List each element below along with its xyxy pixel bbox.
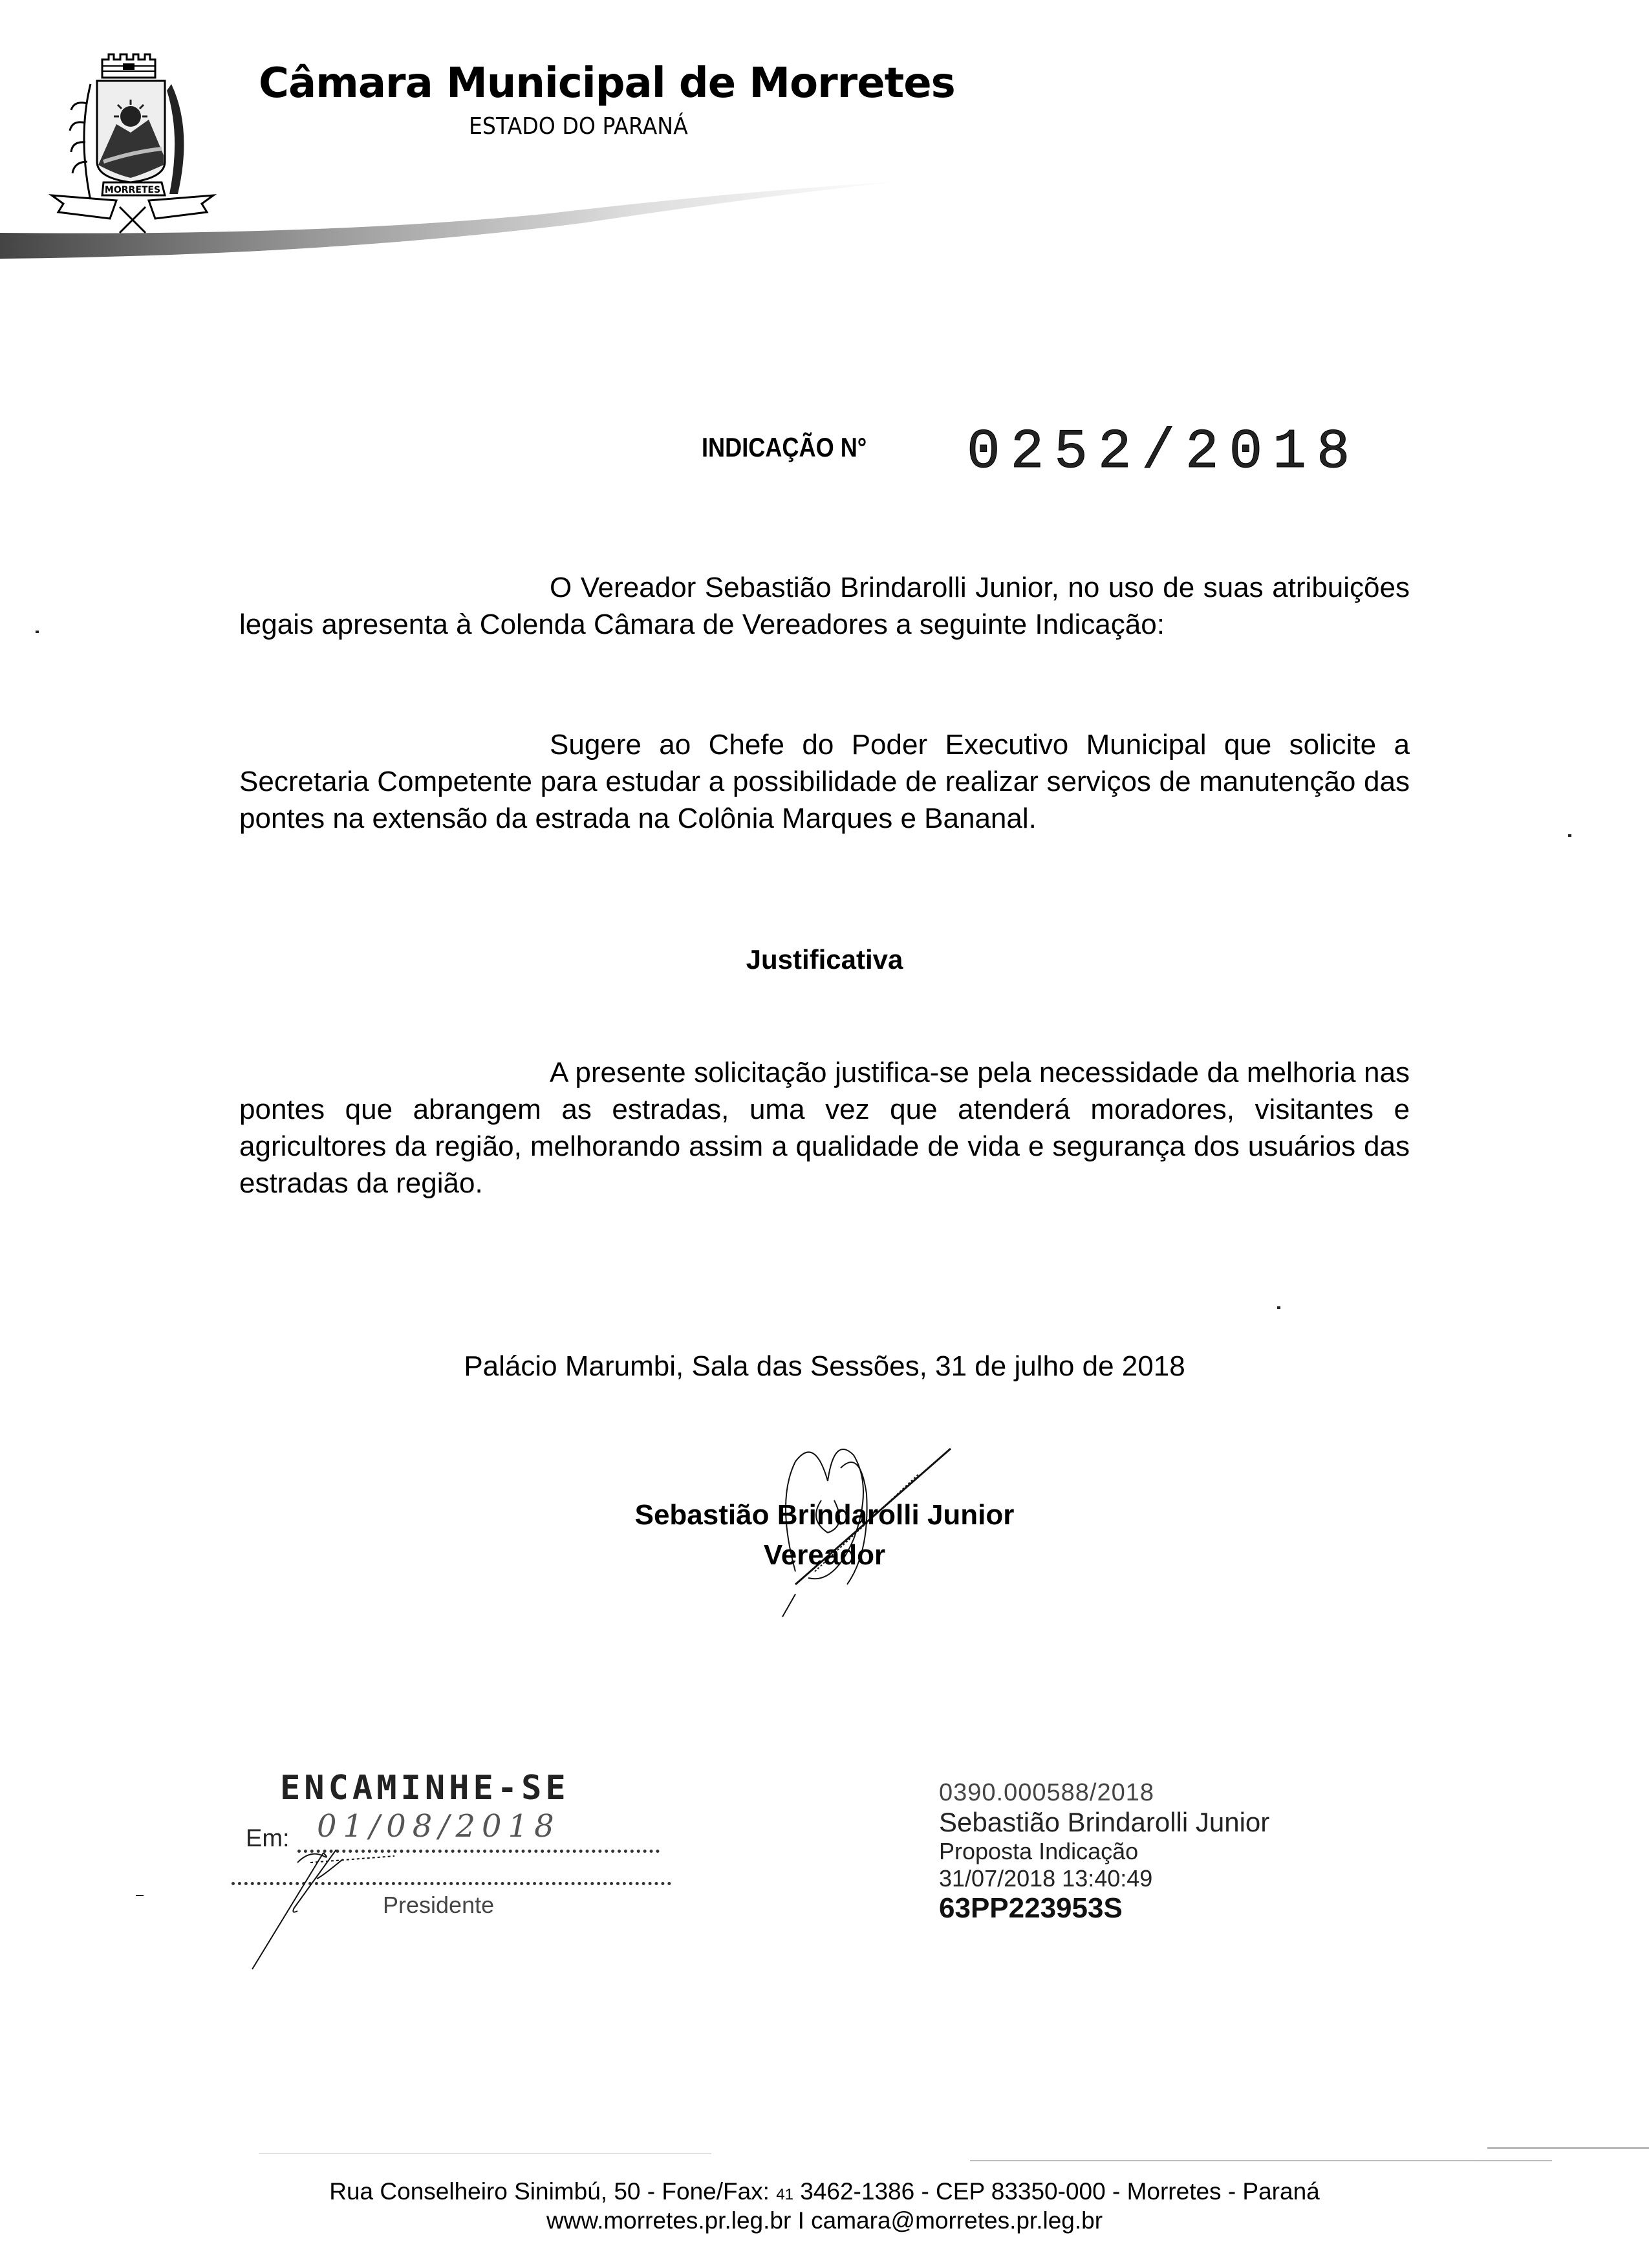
document-number-stamp: 0252/2018 (967, 420, 1361, 484)
organization-state: ESTADO DO PARANÁ (469, 113, 688, 140)
scan-speck (136, 1895, 144, 1896)
protocol-number: 0390.000588/2018 (939, 1779, 1154, 1806)
organization-name: Câmara Municipal de Morretes (259, 59, 955, 107)
protocol-type: Proposta Indicação (939, 1838, 1139, 1864)
scan-speck (36, 631, 39, 633)
protocol-author: Sebastião Brindarolli Junior (939, 1807, 1270, 1837)
forward-stamp-handwritten-date: 01/08/2018 (317, 1808, 561, 1844)
footer-email-link[interactable]: camara@morretes.pr.leg.br (811, 2207, 1103, 2234)
intro-paragraph (239, 569, 1410, 643)
protocol-code: 63PP223953S (939, 1892, 1123, 1924)
footer-address (0, 2178, 1649, 2205)
footer-area-code: 41 (776, 2186, 793, 2203)
signer-role: Vereador (763, 1539, 886, 1571)
header-swoosh-decoration (0, 162, 970, 272)
forward-stamp-title: ENCAMINHE-SE (280, 1769, 570, 1808)
request-text: Sugere ao Chefe do Poder Executivo Municipal que solicite a Secretaria Competente para estudar a possibilidade de realizar serviços de manutenção das pontes na extensão da estrada na Colônia Marques e Bananal. (239, 729, 1410, 834)
justification-heading: Justificativa (746, 944, 903, 975)
footer-website-link[interactable]: www.morretes.pr.leg.br (546, 2207, 792, 2234)
signer-name: Sebastião Brindarolli Junior (634, 1499, 1015, 1531)
scan-speck (1568, 834, 1571, 837)
footer-contacts (0, 2207, 1649, 2234)
footer-phone-cep-city: 3462-1386 - CEP 83350-000 - Morretes - Paraná (800, 2178, 1320, 2205)
svg-text:MORRETES: MORRETES (104, 185, 161, 195)
justification-text: A presente solicitação justifica-se pela necessidade da melhoria nas pontes que abrangem as estradas, uma vez que atenderá moradores, visitantes e agricultores da região, melhorando assim a qualidade de vida e segurança dos usuários das estradas da região. (239, 1057, 1410, 1199)
mural-crown (102, 54, 155, 78)
protocol-datetime: 31/07/2018 13:40:49 (939, 1865, 1153, 1892)
protocol-stamp (939, 1778, 1269, 1925)
request-paragraph (239, 726, 1410, 837)
scan-speck (1277, 1306, 1280, 1309)
intro-text: O Vereador Sebastião Brindarolli Junior, no uso de suas atribuições legais apresenta à Colenda Câmara de Vereadores a seguinte Indicação: (239, 572, 1410, 640)
place-and-date: Palácio Marumbi, Sala das Sessões, 31 de julho de 2018 (464, 1350, 1185, 1382)
document-type-label: INDICAÇÃO N° (702, 432, 867, 462)
president-signature (233, 1850, 440, 1972)
justification-paragraph (239, 1054, 1410, 1202)
forward-stamp-role: Presidente (383, 1892, 495, 1918)
footer-street: Rua Conselheiro Sinimbú, 50 - Fone/Fax: (329, 2178, 770, 2205)
forward-stamp-date-label: Em: (246, 1825, 290, 1852)
footer-separator: I (797, 2207, 804, 2234)
